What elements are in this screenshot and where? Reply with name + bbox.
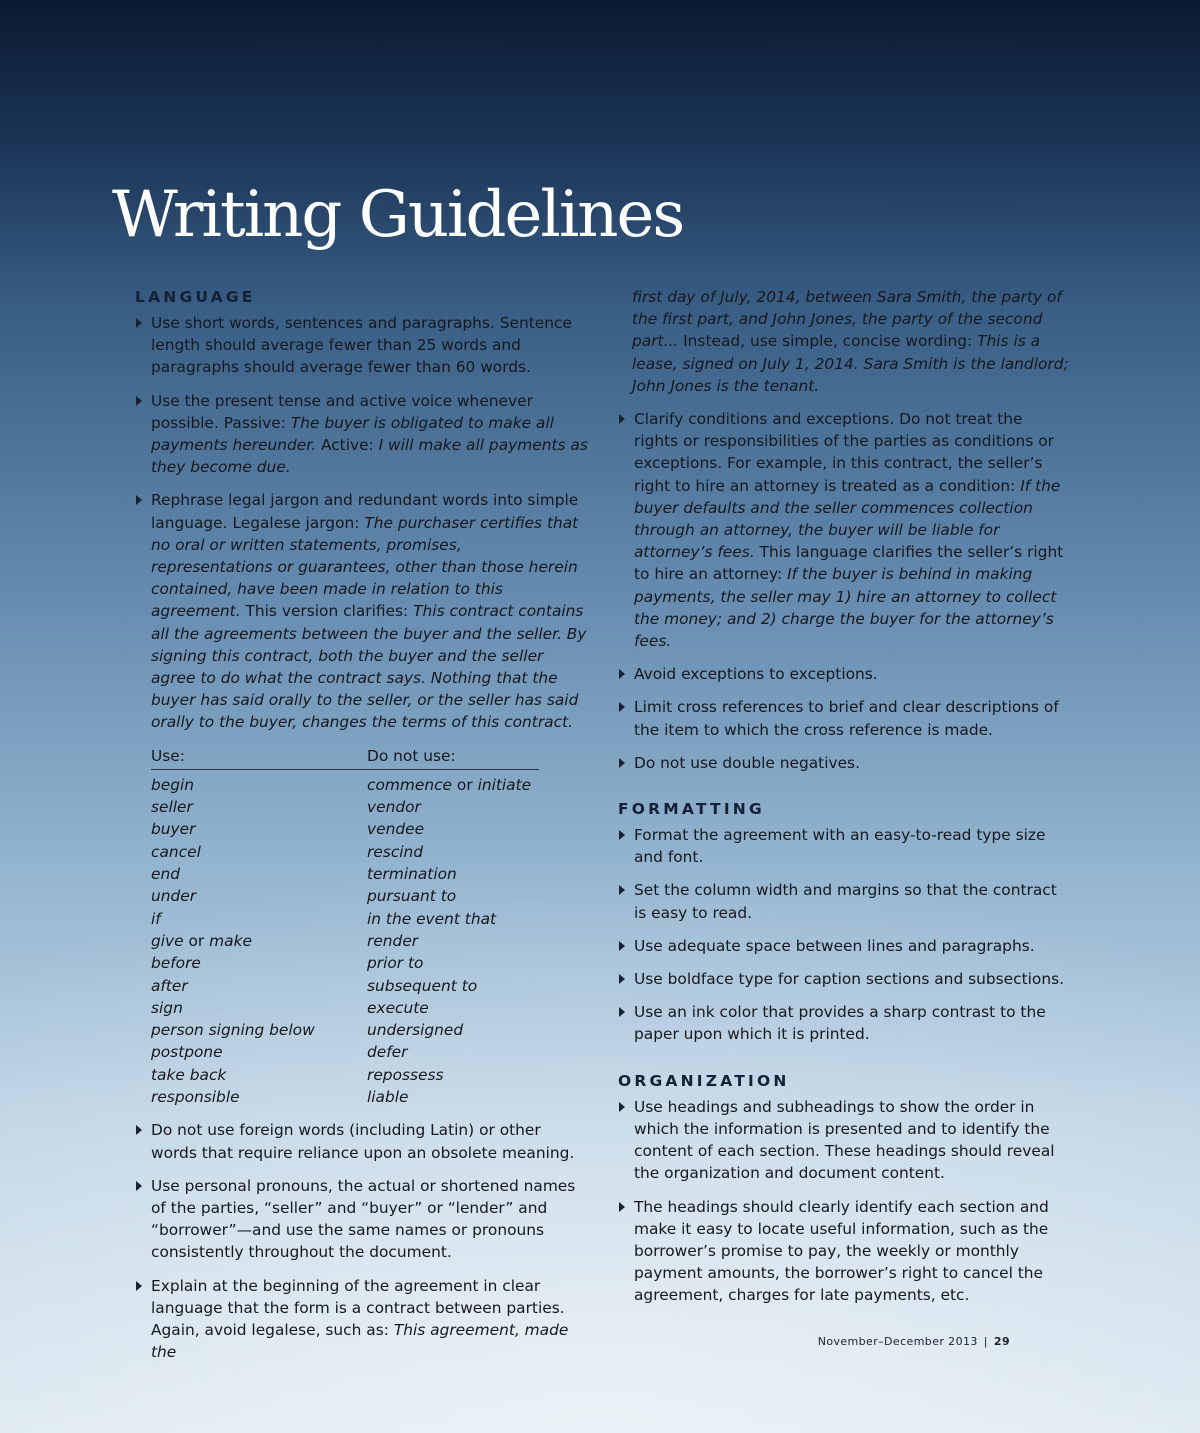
table-row: under pursuant to xyxy=(151,887,457,906)
language-list-right xyxy=(616,408,1070,774)
table-row: begin commence or initiate xyxy=(151,775,532,794)
table-row: seller vendor xyxy=(151,798,421,817)
list-item: Use the present tense and active voice whenever possible. Passive: The buyer is obligated to make all payments hereunder. Active: I will make all payments as they become due. xyxy=(133,390,588,479)
list-item: Use boldface type for caption sections and subsections. xyxy=(616,968,1070,990)
section-heading-formatting: FORMATTING xyxy=(618,800,765,819)
issue-date: November–December 2013 xyxy=(817,1335,978,1348)
list-item: Clarify conditions and exceptions. Do not treat the rights or responsibilities of the parties as conditions or exceptions. For example, in this contract, the seller’s right to hire an attorney is treated as a condition: If the buyer defaults and the seller commences collection through an attorney, the buyer will be liable for attorney’s fees. This language clarifies the seller’s right to hire an attorney: If the buyer is behind in making payments, the seller may 1) hire an attorney to collect the money; and 2) charge the buyer for the attorney’s fees. xyxy=(616,408,1070,652)
right-column xyxy=(616,286,1070,1348)
list-item: Use short words, sentences and paragraphs. Sentence length should average fewer than 25 words and paragraphs should average fewer than 60 words. xyxy=(133,312,588,379)
language-list xyxy=(133,312,588,734)
section-heading-language: LANGUAGE xyxy=(135,288,256,306)
table-row: responsible liable xyxy=(151,1088,409,1107)
left-column xyxy=(133,286,588,1374)
list-item: Set the column width and margins so that the contract is easy to read. xyxy=(616,879,1070,923)
page-number: 29 xyxy=(993,1335,1010,1348)
page-footer xyxy=(818,1331,1010,1353)
language-list-continued xyxy=(133,1119,588,1363)
list-item: Use headings and subheadings to show the order in which the information is presented and to identify the content of each section. These headings should reveal the organization and document content. xyxy=(616,1096,1070,1185)
table-row: end termination xyxy=(151,865,457,884)
formatting-list xyxy=(616,824,1070,1046)
table-row: give or make render xyxy=(151,931,419,950)
list-item: Do not use foreign words (including Latin) or other words that require reliance upon an obsolete meaning. xyxy=(133,1119,588,1163)
organization-list xyxy=(616,1096,1070,1307)
page-title: Writing Guidelines xyxy=(112,178,684,252)
table-row: after subsequent to xyxy=(151,976,478,995)
footer-separator: | xyxy=(983,1335,988,1348)
list-item: Format the agreement with an easy-to-read type size and font. xyxy=(616,824,1070,868)
continued-paragraph: first day of July, 2014, between Sara Smith, the party of the first part, and John Jones, the party of the second part... Instead, use simple, concise wording: This is a lease, signed on July 1, 2014. Sara Smith is the landlord; John Jones is the tenant. xyxy=(632,288,1069,395)
list-item: Use an ink color that provides a sharp contrast to the paper upon which it is printed. xyxy=(616,1001,1070,1045)
list-item: Use personal pronouns, the actual or shortened names of the parties, “seller” and “buyer” or “lender” and “borrower”—and use the same names or pronouns consistently throughout the document. xyxy=(133,1175,588,1264)
table-row: person signing below undersigned xyxy=(151,1021,464,1040)
list-item: Rephrase legal jargon and redundant words into simple language. Legalese jargon: The purchaser certifies that no oral or written statements, promises, representations or guarantees, other than those herein contained, have been made in relation to this agreement. This version clarifies: This contract contains all the agreements between the buyer and the seller. By signing this contract, both the buyer and the seller agree to do what the contract says. Nothing that the buyer has said orally to the seller, or the seller has said orally to the buyer, changes the terms of this contract. xyxy=(133,489,588,733)
word-substitution-table xyxy=(151,745,539,1109)
table-row: if in the event that xyxy=(151,909,497,928)
table-row: take back repossess xyxy=(151,1065,444,1084)
list-item: The headings should clearly identify each section and make it easy to locate useful information, such as the borrower’s promise to pay, the weekly or monthly payment amounts, the borrower’s right to cancel the agreement, charges for late payments, etc. xyxy=(616,1196,1070,1307)
list-item: Avoid exceptions to exceptions. xyxy=(616,663,1070,685)
table-row: cancel rescind xyxy=(151,842,424,861)
column-header-do-not-use: Do not use: xyxy=(367,745,539,770)
list-item: Use adequate space between lines and paragraphs. xyxy=(616,935,1070,957)
section-heading-organization: ORGANIZATION xyxy=(618,1071,790,1090)
table-row: buyer vendee xyxy=(151,820,425,839)
list-item: Do not use double negatives. xyxy=(616,752,1070,774)
table-row: sign execute xyxy=(151,998,429,1017)
column-header-use: Use: xyxy=(151,745,367,770)
table-row: postpone defer xyxy=(151,1043,408,1062)
list-item: Explain at the beginning of the agreement in clear language that the form is a contract between parties. Again, avoid legalese, such as: This agreement, made the xyxy=(133,1275,588,1364)
list-item: Limit cross references to brief and clear descriptions of the item to which the cross reference is made. xyxy=(616,696,1070,740)
table-row: before prior to xyxy=(151,954,424,973)
